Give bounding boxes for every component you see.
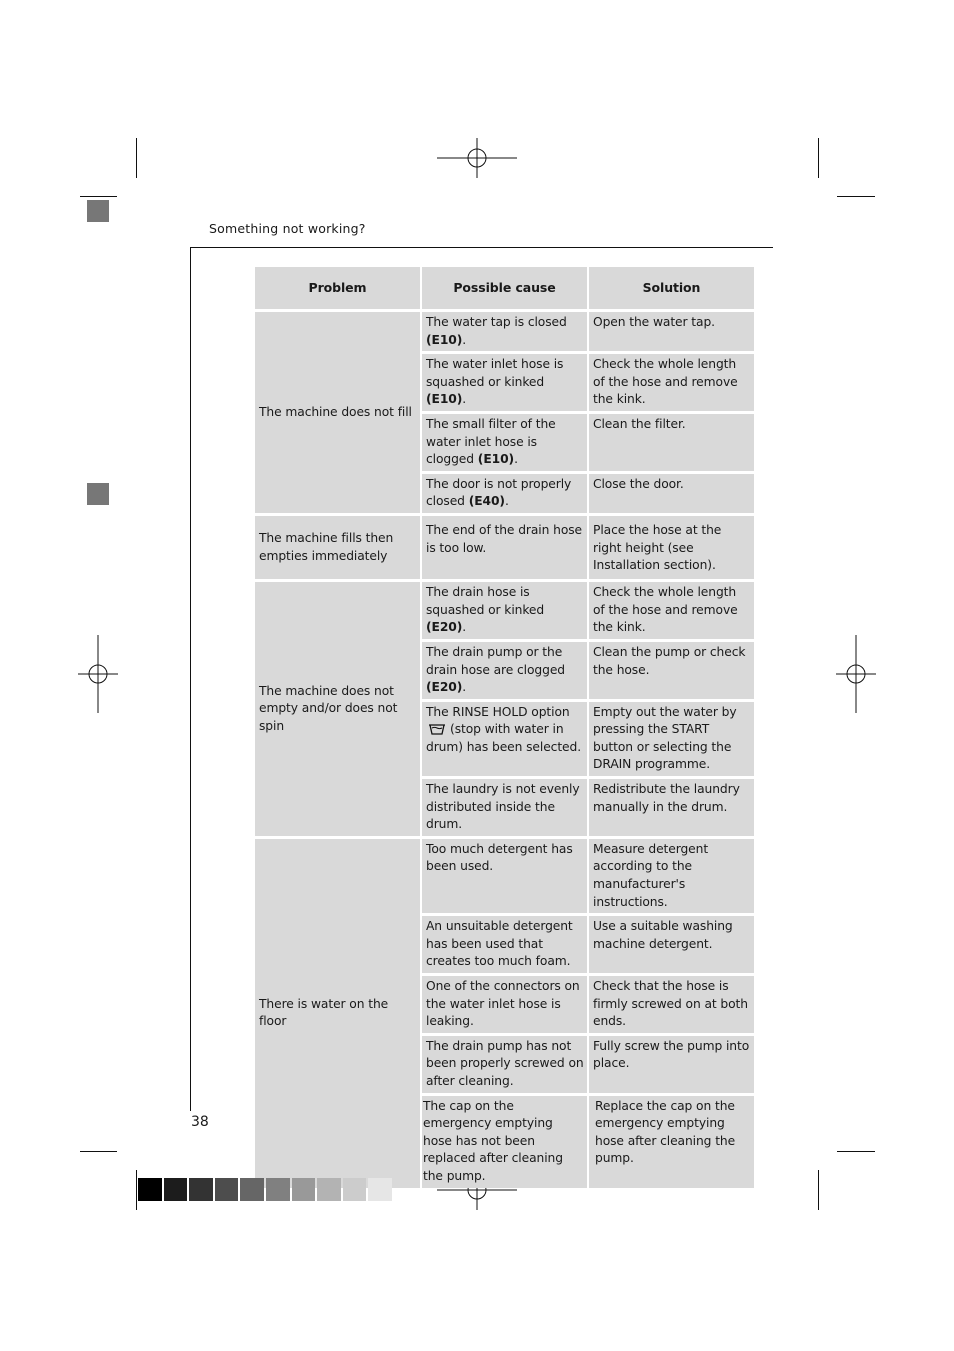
section-tab-marker xyxy=(87,200,109,222)
page-number: 38 xyxy=(191,1114,209,1130)
page-margin-rule xyxy=(190,247,191,1111)
problem-cell: The machine does not fill xyxy=(255,312,420,513)
cause-cell: The water tap is closed (E10). xyxy=(422,312,587,351)
crop-mark xyxy=(837,196,875,197)
cause-cell: The drain hose is squashed or kinked (E20). xyxy=(422,582,587,639)
swatch xyxy=(317,1178,341,1201)
crop-mark xyxy=(818,138,819,178)
solution-cell: Replace the cap on the emergency emptying hose after cleaning the pump. xyxy=(589,1096,754,1188)
swatch xyxy=(189,1178,213,1201)
column-header-solution: Solution xyxy=(589,267,754,309)
solution-cell: Redistribute the laundry manually in the drum. xyxy=(589,779,754,836)
troubleshooting-table xyxy=(253,264,756,1191)
swatch xyxy=(215,1178,239,1201)
solution-cell: Check the whole length of the hose and remove the kink. xyxy=(589,582,754,639)
section-tab-marker xyxy=(87,483,109,505)
swatch xyxy=(164,1178,188,1201)
solution-cell: Clean the pump or check the hose. xyxy=(589,642,754,699)
rinse-hold-tub-icon xyxy=(428,723,446,735)
table-row xyxy=(255,582,754,639)
crop-mark xyxy=(136,1170,137,1210)
swatch xyxy=(292,1178,316,1201)
problem-cell: The machine does not empty and/or does not spin xyxy=(255,582,420,836)
table-row xyxy=(255,312,754,351)
crop-mark xyxy=(80,1151,117,1152)
swatch xyxy=(368,1178,392,1201)
page-header-title: Something not working? xyxy=(209,221,366,236)
solution-cell: Empty out the water by pressing the START button or selecting the DRAIN programme. xyxy=(589,702,754,776)
cause-cell: The laundry is not evenly distributed inside the drum. xyxy=(422,779,587,836)
cause-cell: The door is not properly closed (E40). xyxy=(422,474,587,513)
cause-cell: The RINSE HOLD option (stop with water in drum) has been selected. xyxy=(422,702,587,776)
cause-cell: The end of the drain hose is too low. xyxy=(422,516,587,579)
header-rule xyxy=(190,247,773,248)
solution-cell: Check the whole length of the hose and remove the kink. xyxy=(589,354,754,411)
table-header-row xyxy=(255,267,754,309)
crop-mark xyxy=(837,1151,875,1152)
crop-mark xyxy=(136,138,137,178)
table-row xyxy=(255,516,754,579)
problem-cell: The machine fills then empties immediately xyxy=(255,516,420,579)
column-header-problem: Problem xyxy=(255,267,420,309)
cause-cell: An unsuitable detergent has been used that creates too much foam. xyxy=(422,916,587,973)
crosshair-icon xyxy=(836,635,876,713)
solution-cell: Close the door. xyxy=(589,474,754,513)
problem-cell: There is water on the floor xyxy=(255,839,420,1188)
solution-cell: Check that the hose is firmly screwed on at both ends. xyxy=(589,976,754,1033)
solution-cell: Place the hose at the right height (see Installation section). xyxy=(589,516,754,579)
swatch xyxy=(266,1178,290,1201)
cause-cell: The small filter of the water inlet hose is clogged (E10). xyxy=(422,414,587,471)
swatch xyxy=(240,1178,264,1201)
cause-cell: Too much detergent has been used. xyxy=(422,839,587,913)
solution-cell: Use a suitable washing machine detergent. xyxy=(589,916,754,973)
solution-cell: Fully screw the pump into place. xyxy=(589,1036,754,1093)
cause-cell: The cap on the emergency emptying hose has not been replaced after cleaning the pump. xyxy=(422,1096,587,1188)
crosshair-icon xyxy=(437,138,517,178)
solution-cell: Clean the filter. xyxy=(589,414,754,471)
cause-cell: One of the connectors on the water inlet hose is leaking. xyxy=(422,976,587,1033)
solution-cell: Open the water tap. xyxy=(589,312,754,351)
cause-cell: The drain pump has not been properly screwed on after cleaning. xyxy=(422,1036,587,1093)
grayscale-swatch-bar xyxy=(138,1178,392,1201)
cause-cell: The drain pump or the drain hose are clogged (E20). xyxy=(422,642,587,699)
crosshair-icon xyxy=(78,635,118,713)
crop-mark xyxy=(818,1170,819,1210)
swatch xyxy=(343,1178,367,1201)
column-header-cause: Possible cause xyxy=(422,267,587,309)
cause-cell: The water inlet hose is squashed or kinked (E10). xyxy=(422,354,587,411)
swatch xyxy=(138,1178,162,1201)
crop-mark xyxy=(80,196,117,197)
table-row xyxy=(255,839,754,913)
solution-cell: Measure detergent according to the manufacturer's instructions. xyxy=(589,839,754,913)
